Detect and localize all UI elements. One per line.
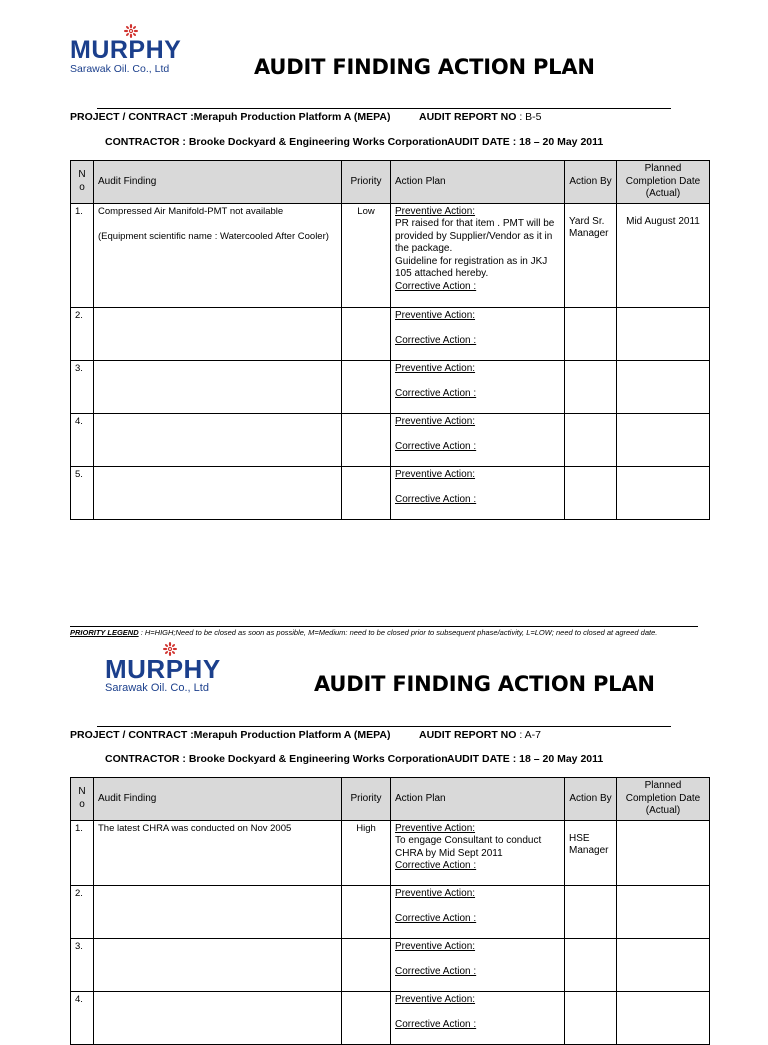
priority (342, 466, 391, 519)
table-row (71, 413, 710, 466)
table-row (71, 203, 710, 307)
contractor-value: : Brooke Dockyard & Engineering Works Corporation (182, 136, 448, 148)
table-header-row (71, 778, 710, 821)
completion-date (617, 885, 710, 938)
preventive-action-label: Preventive Action: (395, 822, 476, 834)
completion-date (617, 466, 710, 519)
table-header-row (71, 161, 710, 204)
action-plan-table (70, 777, 710, 1045)
col-header-completion-date: Planned Completion Date (Actual) (617, 778, 710, 821)
priority-legend (70, 628, 698, 637)
action-plan-text: To engage Consultant to conduct CHRA by Mid Sept 2011 (395, 835, 542, 859)
audit-finding (94, 885, 342, 938)
logo-subtitle: Sarawak Oil. Co., Ltd (70, 63, 170, 75)
action-by (565, 938, 617, 991)
completion-date (617, 413, 710, 466)
audit-date-value: : 18 – 20 May 2011 (512, 753, 604, 765)
audit-date-line (447, 753, 603, 765)
finding-note: (Equipment scientific name : Watercooled After Cooler) (98, 231, 329, 242)
completion-date (617, 307, 710, 360)
audit-date-line (447, 136, 603, 148)
priority-legend-label: PRIORITY LEGEND (70, 628, 139, 637)
col-header-action-plan: Action Plan (391, 778, 565, 821)
row-no: 2. (71, 885, 94, 938)
report-no-line (419, 729, 541, 741)
legend-rule (70, 626, 698, 627)
row-no: 3. (71, 360, 94, 413)
project-label: PROJECT / CONTRACT (70, 111, 188, 123)
audit-date-value: : 18 – 20 May 2011 (512, 136, 604, 148)
priority (342, 360, 391, 413)
table-row (71, 466, 710, 519)
corrective-action-label: Corrective Action : (395, 494, 477, 505)
priority: Low (342, 203, 391, 307)
contractor-line (105, 136, 448, 148)
row-no: 4. (71, 413, 94, 466)
preventive-action-label: Preventive Action: (395, 993, 476, 1005)
audit-finding (94, 938, 342, 991)
table-row (71, 307, 710, 360)
header-rule (97, 108, 671, 109)
audit-finding (94, 413, 342, 466)
action-by (565, 885, 617, 938)
action-plan-text-2: Guideline for registration as in JKJ 105 attached hereby. (395, 255, 548, 279)
priority-legend-text: : H=HIGH;Need to be closed as soon as possible, M=Medium: need to be closed prior to subsequent phase/activity, L=LOW; need to closed at agreed date. (140, 628, 658, 637)
project-label: PROJECT / CONTRACT (70, 729, 188, 741)
col-header-finding: Audit Finding (94, 161, 342, 204)
report-no-value: : A-7 (519, 729, 541, 741)
preventive-action-label: Preventive Action: (395, 205, 476, 217)
preventive-action-label: Preventive Action: (395, 940, 476, 952)
table-row (71, 938, 710, 991)
action-plan (391, 820, 565, 885)
preventive-action-label: Preventive Action: (395, 887, 476, 899)
project-value: :Merapuh Production Platform A (MEPA) (190, 111, 391, 123)
corrective-action-label: Corrective Action : (395, 860, 477, 871)
action-by (565, 466, 617, 519)
corrective-action-label: Corrective Action : (395, 966, 477, 977)
col-header-action-by: Action By (565, 161, 617, 204)
priority: High (342, 820, 391, 885)
action-plan (391, 938, 565, 991)
completion-date (617, 820, 710, 885)
col-header-no: N o (71, 778, 94, 821)
action-plan (391, 991, 565, 1044)
priority (342, 413, 391, 466)
corrective-action-label: Corrective Action : (395, 280, 477, 292)
action-plan (391, 203, 565, 307)
completion-date: Mid August 2011 (617, 203, 710, 307)
preventive-action-label: Preventive Action: (395, 468, 476, 480)
action-by (565, 413, 617, 466)
corrective-action-label: Corrective Action : (395, 335, 477, 346)
audit-finding (94, 466, 342, 519)
completion-date (617, 938, 710, 991)
audit-date-label: AUDIT DATE (447, 753, 510, 765)
corrective-action-label: Corrective Action : (395, 388, 477, 399)
report-no-value: : B-5 (519, 111, 542, 123)
contractor-value: : Brooke Dockyard & Engineering Works Corporation (182, 753, 448, 765)
audit-finding (94, 991, 342, 1044)
col-header-action-by: Action By (565, 778, 617, 821)
logo-brand: MURPHY (105, 654, 221, 684)
action-plan-table (70, 160, 710, 520)
priority (342, 991, 391, 1044)
project-line (70, 111, 390, 123)
report-no-line (419, 111, 542, 123)
action-by: Yard Sr. Manager (565, 203, 617, 307)
row-no: 2. (71, 307, 94, 360)
corrective-action-label: Corrective Action : (395, 441, 477, 452)
header-rule (97, 726, 671, 727)
row-no: 4. (71, 991, 94, 1044)
audit-finding (94, 203, 342, 307)
row-no: 3. (71, 938, 94, 991)
report-no-label: AUDIT REPORT NO (419, 729, 517, 741)
action-plan (391, 413, 565, 466)
row-no: 1. (71, 820, 94, 885)
logo-subtitle: Sarawak Oil. Co., Ltd (105, 682, 209, 694)
table-row (71, 360, 710, 413)
row-no: 1. (71, 203, 94, 307)
table-row (71, 820, 710, 885)
row-no: 5. (71, 466, 94, 519)
contractor-line (105, 753, 448, 765)
action-by (565, 360, 617, 413)
contractor-label: CONTRACTOR (105, 136, 180, 148)
page-title: AUDIT FINDING ACTION PLAN (254, 55, 595, 79)
action-plan (391, 360, 565, 413)
corrective-action-label: Corrective Action : (395, 1019, 477, 1030)
preventive-action-label: Preventive Action: (395, 415, 476, 427)
preventive-action-label: Preventive Action: (395, 309, 476, 321)
table-row (71, 991, 710, 1044)
action-plan-text: PR raised for that item . PMT will be provided by Supplier/Vendor as it in the package. (395, 218, 555, 254)
logo-brand: MURPHY (70, 36, 182, 64)
priority (342, 307, 391, 360)
col-header-priority: Priority (342, 161, 391, 204)
col-header-priority: Priority (342, 778, 391, 821)
action-plan (391, 466, 565, 519)
corrective-action-label: Corrective Action : (395, 913, 477, 924)
preventive-action-label: Preventive Action: (395, 362, 476, 374)
audit-finding: The latest CHRA was conducted on Nov 2005 (94, 820, 342, 885)
priority (342, 938, 391, 991)
action-plan (391, 885, 565, 938)
contractor-label: CONTRACTOR (105, 753, 180, 765)
priority (342, 885, 391, 938)
project-line (70, 729, 390, 741)
action-by: HSE Manager (565, 820, 617, 885)
audit-finding (94, 307, 342, 360)
col-header-completion-date: Planned Completion Date (Actual) (617, 161, 710, 204)
action-by (565, 991, 617, 1044)
completion-date (617, 360, 710, 413)
project-value: :Merapuh Production Platform A (MEPA) (190, 729, 391, 741)
action-by (565, 307, 617, 360)
finding-text: Compressed Air Manifold-PMT not available (98, 205, 284, 217)
audit-date-label: AUDIT DATE (447, 136, 510, 148)
completion-date (617, 991, 710, 1044)
col-header-finding: Audit Finding (94, 778, 342, 821)
report-no-label: AUDIT REPORT NO (419, 111, 517, 123)
col-header-action-plan: Action Plan (391, 161, 565, 204)
audit-finding (94, 360, 342, 413)
page-title: AUDIT FINDING ACTION PLAN (314, 672, 655, 696)
table-row (71, 885, 710, 938)
col-header-no: N o (71, 161, 94, 204)
action-plan (391, 307, 565, 360)
